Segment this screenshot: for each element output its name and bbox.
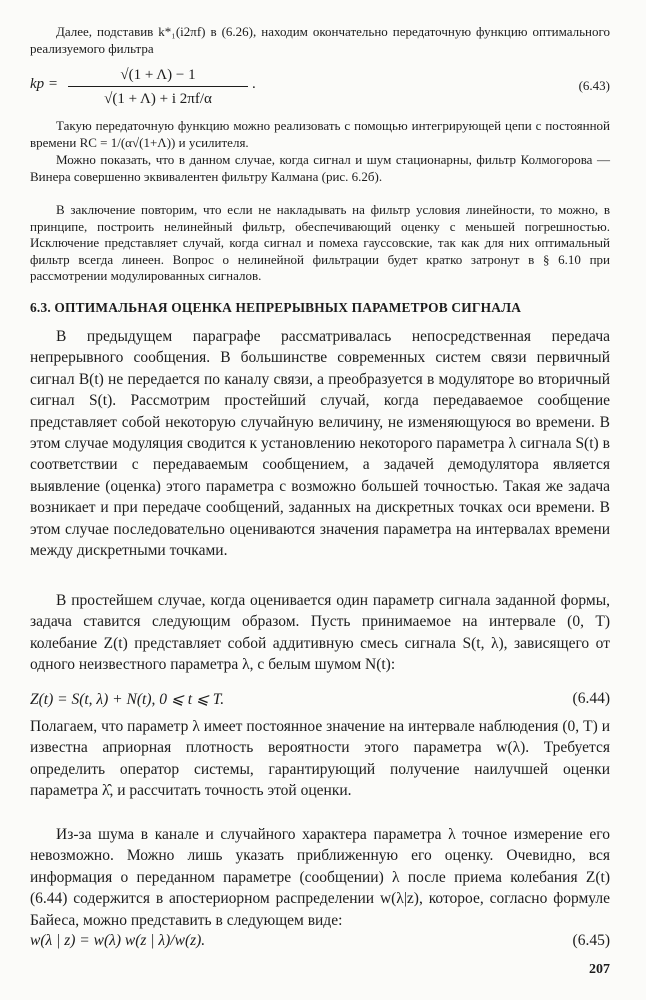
formula-expression: w(λ | z) = w(λ) w(z | λ)/w(z).: [30, 932, 206, 949]
formula-6-43: [30, 64, 610, 114]
formula-period: .: [252, 76, 256, 92]
equation-number-6-45: (6.45): [572, 932, 610, 949]
page-number: 207: [589, 962, 610, 977]
paragraph-kalman: Можно показать, что в данном случае, когда сигнал и шум стационарны, фильтр Колмогорова — Винера совершенно эквивалентен фильтру Калмана (рис. 6.2б).: [30, 152, 610, 184]
equation-number-6-43: (6.43): [578, 78, 610, 93]
paragraph-problem-statement: В простейшем случае, когда оценивается один параметр сигнала заданной формы, задача ставится следующим образом. Пусть принимаемое на интервале (0, T) колебание Z(t) представляет собой аддитивную смесь сигнала S(t, λ), зависящего от одного неизвестного параметра λ, с белым шумом N(t):: [30, 592, 610, 674]
paragraph-intro: Далее, подставив k*₁(i2πf) в (6.26), находим окончательно передаточную функцию оптимального реализуемого фильтра: [30, 24, 610, 56]
formula-6-45: [30, 932, 610, 956]
formula-fraction: [68, 64, 248, 109]
formula-expression: Z(t) = S(t, λ) + N(t), 0 ⩽ t ⩽ T.: [30, 691, 225, 708]
paragraph-conclusion: В заключение повторим, что если не накладывать на фильтр условия линейности, то можно, в принципе, построить нелинейный фильтр, обеспечивающий оценку с меньшей погрешностью. Исключение представляет случай, когда сигнал и помеха гауссовские, так как для них оптимальный фильтр всегда линеен. Вопрос о нелинейной фильтрации будет кратко затронут в § 6.10 при рассмотрении модулированных сигналов.: [30, 202, 610, 284]
paragraph-bayes: Из-за шума в канале и случайного характера параметра λ точное измерение его невозможно. Можно лишь указать приближенную его оценку. Очевидно, вся информация о переданном параметре (сообщении) λ после приема колебания Z(t) (6.44) содержится в апостериорном распределении w(λ|z), которое, согласно формуле Байеса, можно представить в следующем виде:: [30, 826, 610, 929]
fraction-denominator: √(1 + Λ) + i 2πf/α: [104, 91, 212, 107]
paragraph-assumptions: Полагаем, что параметр λ имеет постоянное значение на интервале наблюдения (0, T) и известна априорная плотность вероятности этого параметра w(λ). Требуется определить оператор системы, гарантирующий получение наилучшей оценки параметра λ̂, и рассчитать точность этой оценки.: [30, 718, 610, 800]
equation-number-6-44: (6.44): [572, 690, 610, 707]
section-heading: 6.3. ОПТИМАЛЬНАЯ ОЦЕНКА НЕПРЕРЫВНЫХ ПАРАМЕТРОВ СИГНАЛА: [30, 300, 522, 315]
fraction-numerator: √(1 + Λ) − 1: [120, 67, 196, 83]
formula-lhs: kр =: [30, 76, 59, 92]
formula-6-44: [30, 690, 610, 714]
paragraph-transfer-function: Такую передаточную функцию можно реализовать с помощью интегрирующей цепи с постоянной времени RC = 1/(α√(1+Λ)) и усилителя.: [30, 118, 610, 150]
paragraph-section-intro: В предыдущем параграфе рассматривалась непосредственная передача непрерывного сообщения. В большинстве современных систем связи первичный сигнал B(t) не передается по каналу связи, а преобразуется в модуляторе во вторичный сигнал S(t). Рассмотрим простейший случай, когда передаваемое сообщение представляет собой некоторую случайную величину, не изменяющуюся во времени. В этом случае модуляция сводится к установлению некоторого параметра λ сигнала S(t) в соответствии с передаваемым сообщением, а задачей демодулятора является выявление (оценка) этого параметра с возможно большей точностью. Такая же задача возникает и при передаче сообщений, заданных на дискретных точках оси времени. В этом случае последовательно оцениваются значения параметра на интервалах времени между дискретными точками.: [30, 328, 610, 560]
